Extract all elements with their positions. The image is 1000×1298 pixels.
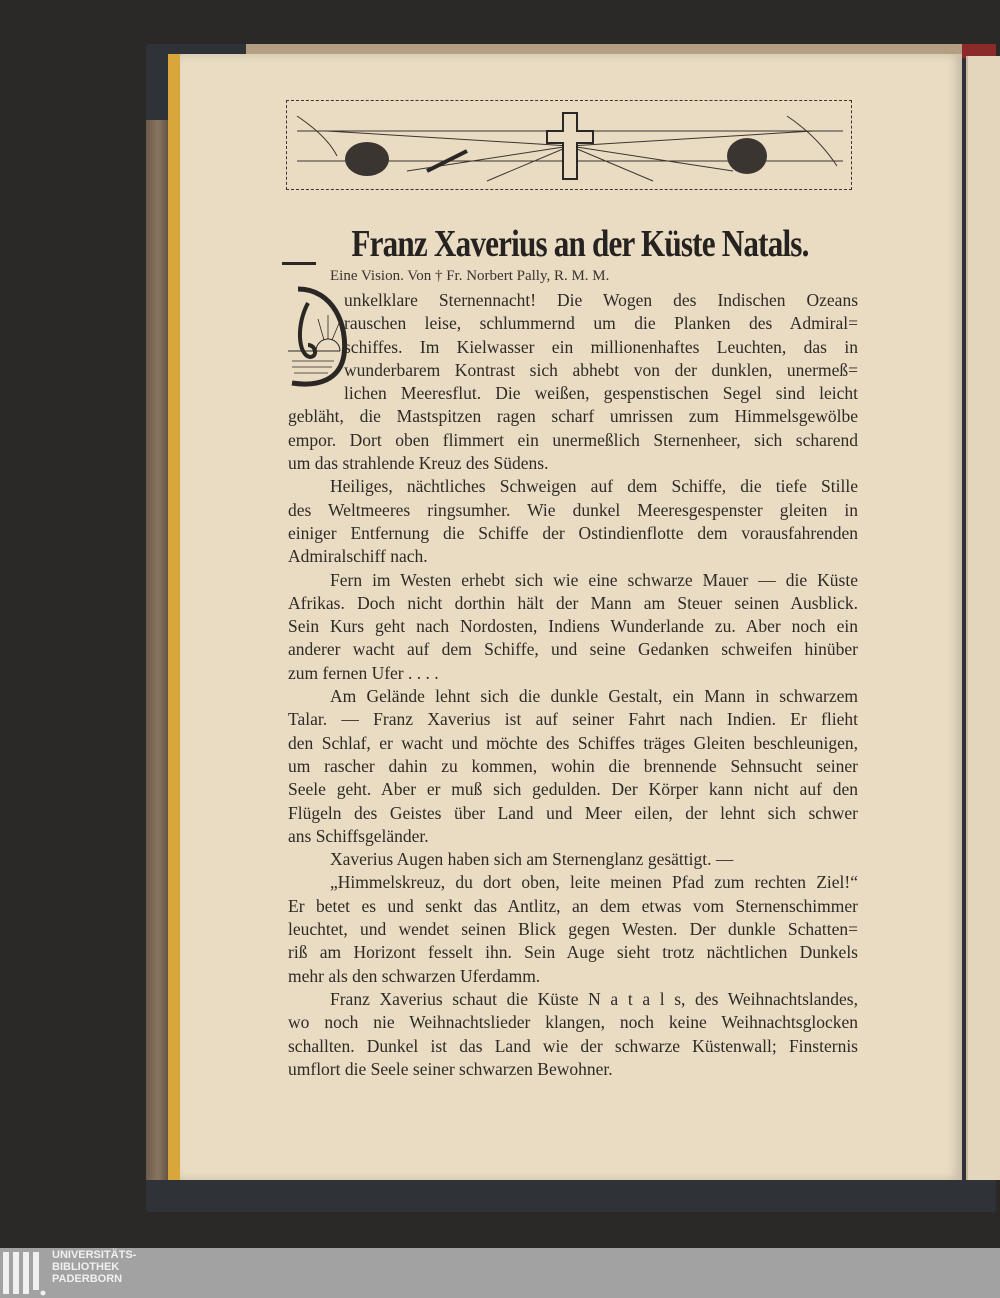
text-line: gebläht, die Mastspitzen ragen scharf umrissen zum Himmelsgewölbe (288, 406, 858, 427)
page-edge-gilt (168, 54, 180, 1180)
text-line: leuchtet, und wendet seinen Blick gegen Westen. Der dunkle Schatten= (288, 919, 858, 940)
title-rule (282, 262, 316, 265)
library-logo-icon (3, 1252, 47, 1296)
text-line: ans Schiffsgeländer. (288, 825, 429, 846)
cross-sunrise-illustration (287, 101, 853, 191)
text-line: Heiliges, nächtliches Schweigen auf dem Schiffe, die tiefe Stille (330, 476, 858, 497)
text-line: den Schlaf, er wacht und möchte des Schiffes träges Gleiten beschleunigen, (288, 732, 858, 753)
text-line: Am Gelände lehnt sich die dunkle Gestalt, ein Mann in schwarzem (330, 686, 858, 707)
text-line: riß am Horizont fesselt ihn. Sein Auge sieht trotz nächtlichen Dunkels (288, 942, 858, 963)
footer-bar (0, 1248, 1000, 1298)
text-line: Flügeln des Geistes über Land und Meer eilen, der lehnt sich schwer (288, 802, 858, 823)
logo-line: UNIVERSITÄTS- (52, 1249, 137, 1261)
library-logo-text (52, 1249, 136, 1285)
text-line: Franz Xaverius schaut die Küste N a t a l s, des Weihnachtslandes, (330, 988, 858, 1009)
text-line: Er betet es und senkt das Antlitz, an dem etwas vom Sternenschimmer (288, 895, 858, 916)
text-line: Afrikas. Doch nicht dorthin hält der Mann am Steuer seinen Ausblick. (288, 592, 858, 613)
logo-line: BIBLIOTHEK (52, 1261, 120, 1273)
text-line: empor. Dort oben flimmert ein unermeßlich Sternenheer, sich scharend (288, 429, 858, 450)
text-line: wo noch nie Weihnachtslieder klangen, noch keine Weihnachtsglocken (288, 1012, 858, 1033)
text-line: Seele geht. Aber er muß sich gedulden. Der Körper kann nicht auf den (288, 779, 858, 800)
text-line: wunderbarem Kontrast sich abhebt von der dunklen, unermeß= (344, 359, 858, 380)
text-line: des Weltmeeres ringsumher. Wie dunkel Meeresgespenster gleiten in (288, 499, 858, 520)
text-line: einiger Entfernung die Schiffe der Ostindienflotte dem vorausfahrenden (288, 522, 858, 543)
text-line: unkelklare Sternennacht! Die Wogen des Indischen Ozeans (344, 290, 858, 310)
text-line: um das strahlende Kreuz des Südens. (288, 453, 549, 474)
text-line: Admiralschiff nach. (288, 546, 428, 567)
header-ornament (286, 100, 852, 190)
text-line: lichen Meeresflut. Die weißen, gespenstischen Segel sind leicht (344, 383, 858, 404)
text-line: Fern im Westen erhebt sich wie eine schwarze Mauer — die Küste (330, 569, 858, 590)
article-byline: Eine Vision. Von † Fr. Norbert Pally, R. M. M. (330, 268, 610, 284)
text-line: Sein Kurs geht nach Nordosten, Indiens Wunderlande zu. Aber noch ein (288, 616, 858, 637)
text-line: Xaverius Augen haben sich am Sternenglanz gesättigt. — (330, 849, 734, 870)
next-page-edge (966, 56, 1000, 1180)
book-spine (146, 120, 170, 1180)
article-title: Franz Xaverius an der Küste Natals. (351, 223, 809, 265)
text-line: „Himmelskreuz, du dort oben, leite meinen Pfad zum rechten Ziel!“ (330, 872, 858, 893)
text-line: rauschen leise, schlummernd um die Planken des Admiral= (344, 313, 858, 334)
text-line: umflort die Seele seiner schwarzen Bewohner. (288, 1058, 613, 1079)
text-line: Talar. — Franz Xaverius ist auf seiner Fahrt nach Indien. Er flieht (288, 709, 858, 730)
logo-line: PADERBORN (52, 1273, 123, 1285)
text-line: mehr als den schwarzen Uferdamm. (288, 965, 541, 986)
text-line: anderer wacht auf dem Schiffe, und seine Gedanken schweifen hinüber (288, 639, 858, 660)
article-body (288, 289, 858, 1081)
text-line: schiffes. Im Kielwasser ein millionenhaftes Leuchten, das in (344, 336, 858, 357)
text-line: zum fernen Ufer . . . . (288, 662, 439, 683)
text-line: schallten. Dunkel ist das Land wie der schwarze Küstenwall; Finsternis (288, 1035, 858, 1056)
text-line: um rascher dahin zu kommen, wohin die brennende Sehnsucht seiner (288, 755, 858, 776)
